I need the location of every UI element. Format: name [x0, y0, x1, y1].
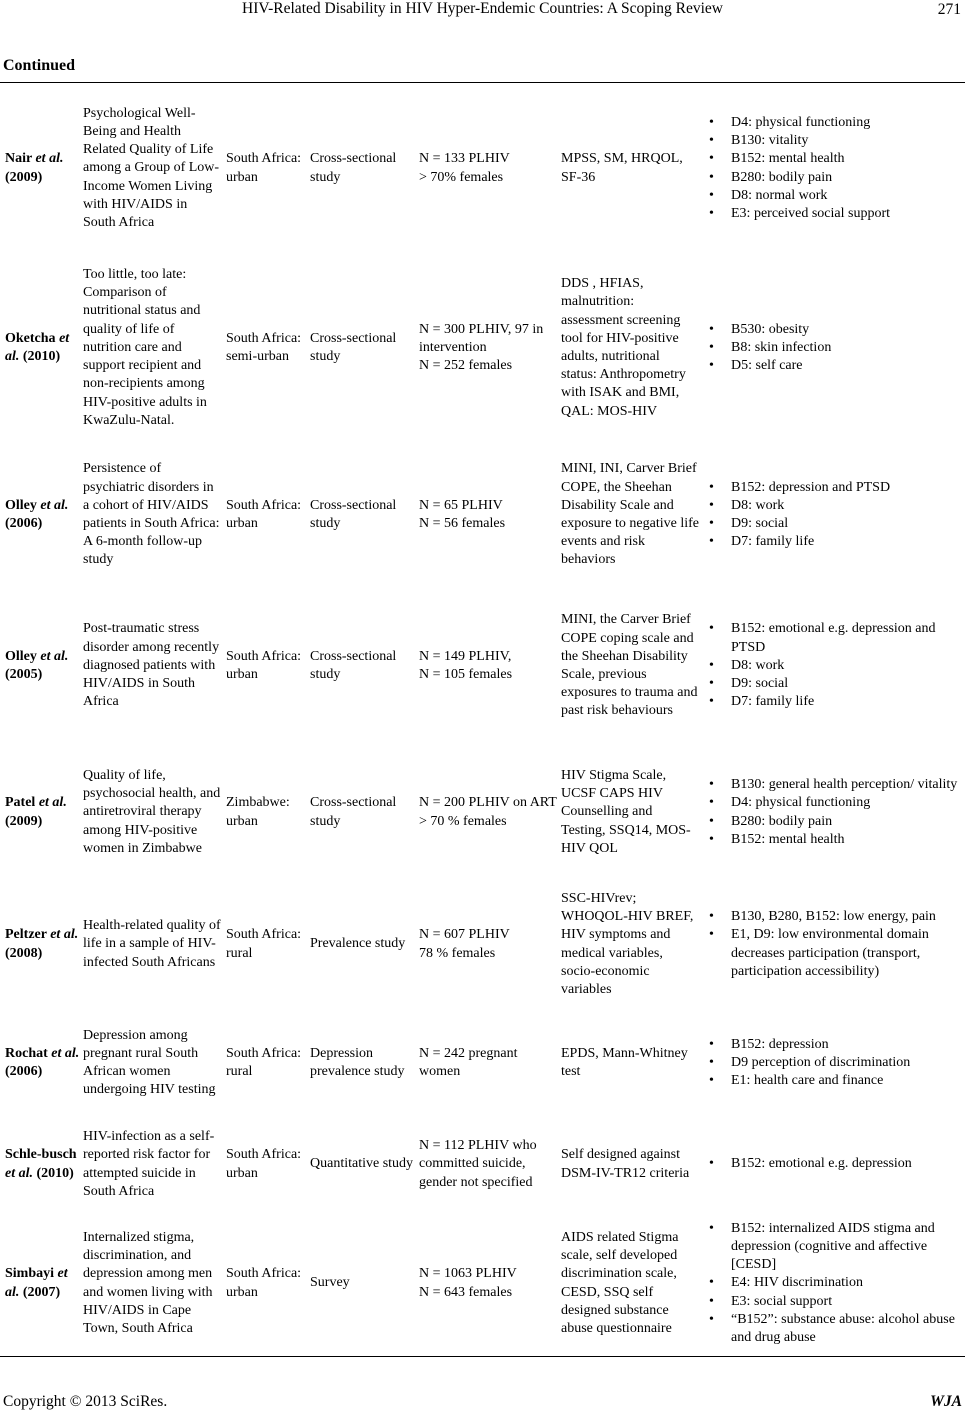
findings-list — [705, 620, 963, 711]
findings-cell — [705, 253, 963, 443]
measures-cell — [561, 745, 699, 880]
findings-list — [705, 776, 963, 849]
finding-item: • D7: family life — [705, 693, 963, 711]
table-top-rule — [0, 82, 965, 83]
finding-item: • D8: normal work — [705, 187, 963, 205]
sample-line: N = 643 females — [419, 1284, 513, 1300]
finding-item: • D5: self care — [705, 357, 963, 375]
measures: Self designed against DSM-IV-TR12 criteria — [561, 1147, 690, 1181]
author-cell — [5, 1212, 81, 1355]
et-al: et al. — [51, 1045, 80, 1061]
author-name: Simbayi — [5, 1266, 55, 1282]
finding-item: • B280: bodily pain — [705, 813, 963, 831]
study-design: Cross-sectional study — [310, 497, 397, 531]
sample-cell — [419, 1117, 559, 1212]
author-cell — [5, 84, 81, 253]
author-name: Rochat — [5, 1045, 48, 1061]
sample-line: > 70 % females — [419, 813, 507, 829]
findings-cell — [705, 880, 963, 1009]
study-title-cell — [83, 253, 223, 443]
author-name: Patel — [5, 795, 36, 811]
finding-item: • B152: mental health — [705, 150, 963, 168]
et-al: et al. — [5, 330, 70, 364]
et-al: et al. — [40, 648, 69, 664]
study-title: Health-related quality of life in a sample of HIV-infected South Africans — [83, 918, 221, 970]
sample-line: N = 1063 PLHIV — [419, 1266, 517, 1282]
table-row — [0, 1009, 965, 1117]
sample-cell — [419, 253, 559, 443]
setting: Zimbabwe: urban — [226, 795, 290, 829]
finding-item: • D7: family life — [705, 533, 963, 551]
et-al: et al. — [50, 927, 79, 943]
study-design: Cross-sectional study — [310, 795, 397, 829]
finding-item: • D8: work — [705, 657, 963, 675]
study-title-cell — [83, 1117, 223, 1212]
setting: South Africa: semi-urban — [226, 330, 302, 364]
setting-cell — [226, 1212, 308, 1355]
setting-cell — [226, 1117, 308, 1212]
finding-item: • B530: obesity — [705, 321, 963, 339]
design-cell — [310, 587, 416, 745]
table-row — [0, 1212, 965, 1355]
sample-cell — [419, 443, 559, 587]
measures: EPDS, Mann-Whitney test — [561, 1045, 688, 1079]
year: (2009) — [5, 813, 43, 829]
setting-cell — [226, 1009, 308, 1117]
table-row — [0, 880, 965, 1009]
author-cell — [5, 880, 81, 1009]
author-name: Nair — [5, 151, 32, 167]
sample-cell — [419, 84, 559, 253]
findings-list — [705, 321, 963, 376]
year: (2009) — [5, 169, 43, 185]
journal-abbrev: WJA — [930, 1393, 962, 1410]
measures: MINI, the Carver Brief COPE coping scale and the Sheehan Disability Scale, previous exposures to trauma and past risk behaviours — [561, 612, 698, 719]
sample-line: N = 65 PLHIV — [419, 497, 503, 513]
finding-item: • D9 perception of discrimination — [705, 1054, 963, 1072]
sample-cell — [419, 745, 559, 880]
study-design: Cross-sectional study — [310, 648, 397, 682]
findings-cell — [705, 587, 963, 745]
design-cell — [310, 84, 416, 253]
sample-cell — [419, 880, 559, 1009]
setting: South Africa: rural — [226, 927, 302, 961]
finding-item: • E1: health care and finance — [705, 1072, 963, 1090]
setting: South Africa: urban — [226, 1147, 302, 1181]
author-cell — [5, 1117, 81, 1212]
study-title: Quality of life, psychosocial health, and antiretroviral therapy among HIV-positive women in Zimbabwe — [83, 767, 221, 856]
design-cell — [310, 745, 416, 880]
finding-item: • B130: vitality — [705, 132, 963, 150]
page-number: 271 — [937, 1, 961, 18]
findings-list — [705, 1036, 963, 1091]
measures-cell — [561, 1117, 699, 1212]
setting-cell — [226, 745, 308, 880]
author-name: Oketcha — [5, 330, 56, 346]
sample-line: N = 242 pregnant women — [419, 1045, 518, 1079]
setting-cell — [226, 880, 308, 1009]
measures-cell — [561, 880, 699, 1009]
study-title-cell — [83, 745, 223, 880]
design-cell — [310, 443, 416, 587]
study-design: Survey — [310, 1275, 350, 1291]
study-title-cell — [83, 880, 223, 1009]
finding-item: • E4: HIV discrimination — [705, 1274, 963, 1292]
sample-line: N = 300 PLHIV, 97 in intervention — [419, 321, 544, 355]
sample-cell — [419, 1009, 559, 1117]
measures: AIDS related Stigma scale, self developed discrimination scale, CESD, SSQ self designed substance abuse questionnaire — [561, 1229, 679, 1336]
running-header — [0, 0, 965, 24]
year: (2008) — [5, 945, 43, 961]
study-title: Too little, too late: Comparison of nutritional status and quality of life of nutrition care and support recipient and non-recipients among HIV-positive adults in KwaZulu-Natal. — [83, 267, 207, 428]
design-cell — [310, 880, 416, 1009]
table-row — [0, 253, 965, 443]
finding-item: • B152: internalized AIDS stigma and depression (cognitive and affective [CESD] — [705, 1220, 963, 1275]
design-cell — [310, 1009, 416, 1117]
year: (2007) — [22, 1284, 61, 1300]
finding-item: • B152: emotional e.g. depression — [705, 1155, 963, 1173]
sample-line: N = 112 PLHIV who committed suicide, gender not specified — [419, 1138, 537, 1190]
measures: MPSS, SM, HRQOL, SF-36 — [561, 151, 683, 185]
setting: South Africa: rural — [226, 1045, 302, 1079]
sample-line: N = 149 PLHIV, — [419, 648, 512, 664]
study-title-cell — [83, 1212, 223, 1355]
author-cell — [5, 745, 81, 880]
finding-item: • “B152”: substance abuse: alcohol abuse and drug abuse — [705, 1311, 963, 1347]
findings-cell — [705, 745, 963, 880]
study-title: HIV-infection as a self-reported risk factor for attempted suicide in South Africa — [83, 1129, 215, 1199]
sample-line: N = 56 females — [419, 516, 506, 531]
measures: HIV Stigma Scale, UCSF CAPS HIV Counselling and Testing, SSQ14, MOS-HIV QOL — [561, 767, 691, 856]
study-design: Cross-sectional study — [310, 330, 397, 364]
study-design: Cross-sectional study — [310, 151, 397, 185]
setting: South Africa: urban — [226, 1266, 302, 1300]
et-al: et al. — [40, 497, 69, 513]
table-row — [0, 443, 965, 587]
design-cell — [310, 253, 416, 443]
year: (2010) — [36, 1165, 74, 1181]
setting: South Africa: urban — [226, 648, 302, 682]
finding-item: • D9: social — [705, 675, 963, 693]
table-continued-label: Continued — [3, 57, 76, 74]
finding-item: • E3: social support — [705, 1293, 963, 1311]
sample-line: N = 607 PLHIV — [419, 927, 510, 943]
measures-cell — [561, 587, 699, 745]
findings-list — [705, 114, 963, 223]
study-title: Post-traumatic stress disorder among recently diagnosed patients with HIV/AIDS in South Africa — [83, 621, 220, 710]
study-design: Prevalence study — [310, 936, 406, 952]
finding-item: • B130, B280, B152: low energy, pain — [705, 908, 963, 926]
finding-item: • B8: skin infection — [705, 339, 963, 357]
table-row — [0, 745, 965, 880]
et-al: et al. — [5, 1266, 68, 1300]
et-al: et al. — [38, 795, 67, 811]
study-title: Depression among pregnant rural South African women undergoing HIV testing — [83, 1027, 216, 1098]
author-name: Peltzer — [5, 927, 47, 943]
table-row — [0, 587, 965, 745]
study-title: Internalized stigma, discrimination, and depression among men and women living with HIV/AIDS in Cape Town, South Africa — [83, 1229, 213, 1336]
setting-cell — [226, 253, 308, 443]
author-name: Olley — [5, 648, 37, 664]
finding-item: • B152: depression and PTSD — [705, 479, 963, 497]
copyright-notice: Copyright © 2013 SciRes. — [3, 1393, 168, 1410]
finding-item: • E1, D9: low environmental domain decreases participation (transport, participation accessibility) — [705, 926, 963, 981]
finding-item: • D4: physical functioning — [705, 794, 963, 812]
findings-list — [705, 908, 963, 981]
table-row — [0, 84, 965, 253]
sample-line: N = 105 females — [419, 667, 513, 682]
author-cell — [5, 443, 81, 587]
measures: SSC-HIVrev; WHOQOL-HIV BREF, HIV symptoms and medical variables, socio-economic variables — [561, 890, 694, 997]
measures-cell — [561, 84, 699, 253]
finding-item: • B152: emotional e.g. depression and PTSD — [705, 620, 963, 656]
sample-line: N = 200 PLHIV on ART — [419, 795, 557, 811]
finding-item: • B152: mental health — [705, 831, 963, 849]
measures-cell — [561, 1009, 699, 1117]
measures-cell — [561, 443, 699, 587]
study-title: Persistence of psychiatric disorders in a cohort of HIV/AIDS patients in South Africa: A 6-month follow-up study — [83, 461, 220, 568]
setting-cell — [226, 443, 308, 587]
author-cell — [5, 253, 81, 443]
running-title: HIV-Related Disability in HIV Hyper-Endemic Countries: A Scoping Review — [242, 0, 723, 17]
study-title-cell — [83, 587, 223, 745]
finding-item: • D4: physical functioning — [705, 114, 963, 132]
sample-line: 78 % females — [419, 945, 496, 961]
finding-item: • D9: social — [705, 515, 963, 533]
finding-item: • B130: general health perception/ vitality — [705, 776, 963, 794]
sample-cell — [419, 587, 559, 745]
study-title: Psychological Well-Being and Health Related Quality of Life among a Group of Low-Income Women Living with HIV/AIDS in South Africa — [83, 105, 220, 230]
measures-cell — [561, 1212, 699, 1355]
study-title-cell — [83, 84, 223, 253]
author-name: Schle-busch — [5, 1147, 77, 1163]
et-al: et al. — [5, 1165, 33, 1181]
table-row — [0, 1117, 965, 1212]
findings-cell — [705, 1117, 963, 1212]
setting: South Africa: urban — [226, 151, 302, 185]
author-cell — [5, 1009, 81, 1117]
findings-list — [705, 1220, 963, 1347]
author-name: Olley — [5, 497, 37, 513]
design-cell — [310, 1212, 416, 1355]
design-cell — [310, 1117, 416, 1212]
setting-cell — [226, 84, 308, 253]
study-design: Quantitative study — [310, 1156, 414, 1172]
sample-line: N = 252 females — [419, 358, 513, 374]
findings-cell — [705, 1009, 963, 1117]
measures: DDS , HFIAS, malnutrition: assessment screening tool for HIV-positive adults, nutritional status: Anthropometry with ISAK and BMI, QAL: MOS-HIV — [561, 276, 686, 419]
year: (2006) — [5, 516, 43, 531]
finding-item: • B152: depression — [705, 1036, 963, 1054]
finding-item: • D8: work — [705, 497, 963, 515]
findings-cell — [705, 84, 963, 253]
study-design: Depression prevalence study — [310, 1045, 405, 1079]
findings-list — [705, 479, 963, 552]
year: (2006) — [5, 1064, 43, 1079]
year: (2005) — [5, 667, 43, 682]
table-bottom-rule — [0, 1356, 965, 1357]
measures: MINI, INI, Carver Brief COPE, the Sheehan Disability Scale and exposure to negative life events and risk behaviors — [561, 461, 700, 568]
setting-cell — [226, 587, 308, 745]
year: (2010) — [22, 349, 61, 364]
findings-cell — [705, 1212, 963, 1355]
sample-line: > 70% females — [419, 169, 504, 185]
et-al: et al. — [35, 151, 64, 167]
author-cell — [5, 587, 81, 745]
setting: South Africa: urban — [226, 497, 302, 531]
findings-cell — [705, 443, 963, 587]
findings-list — [705, 1155, 963, 1173]
finding-item: • B280: bodily pain — [705, 169, 963, 187]
sample-cell — [419, 1212, 559, 1355]
study-title-cell — [83, 1009, 223, 1117]
study-title-cell — [83, 443, 223, 587]
finding-item: • E3: perceived social support — [705, 205, 963, 223]
sample-line: N = 133 PLHIV — [419, 151, 510, 167]
measures-cell — [561, 253, 699, 443]
